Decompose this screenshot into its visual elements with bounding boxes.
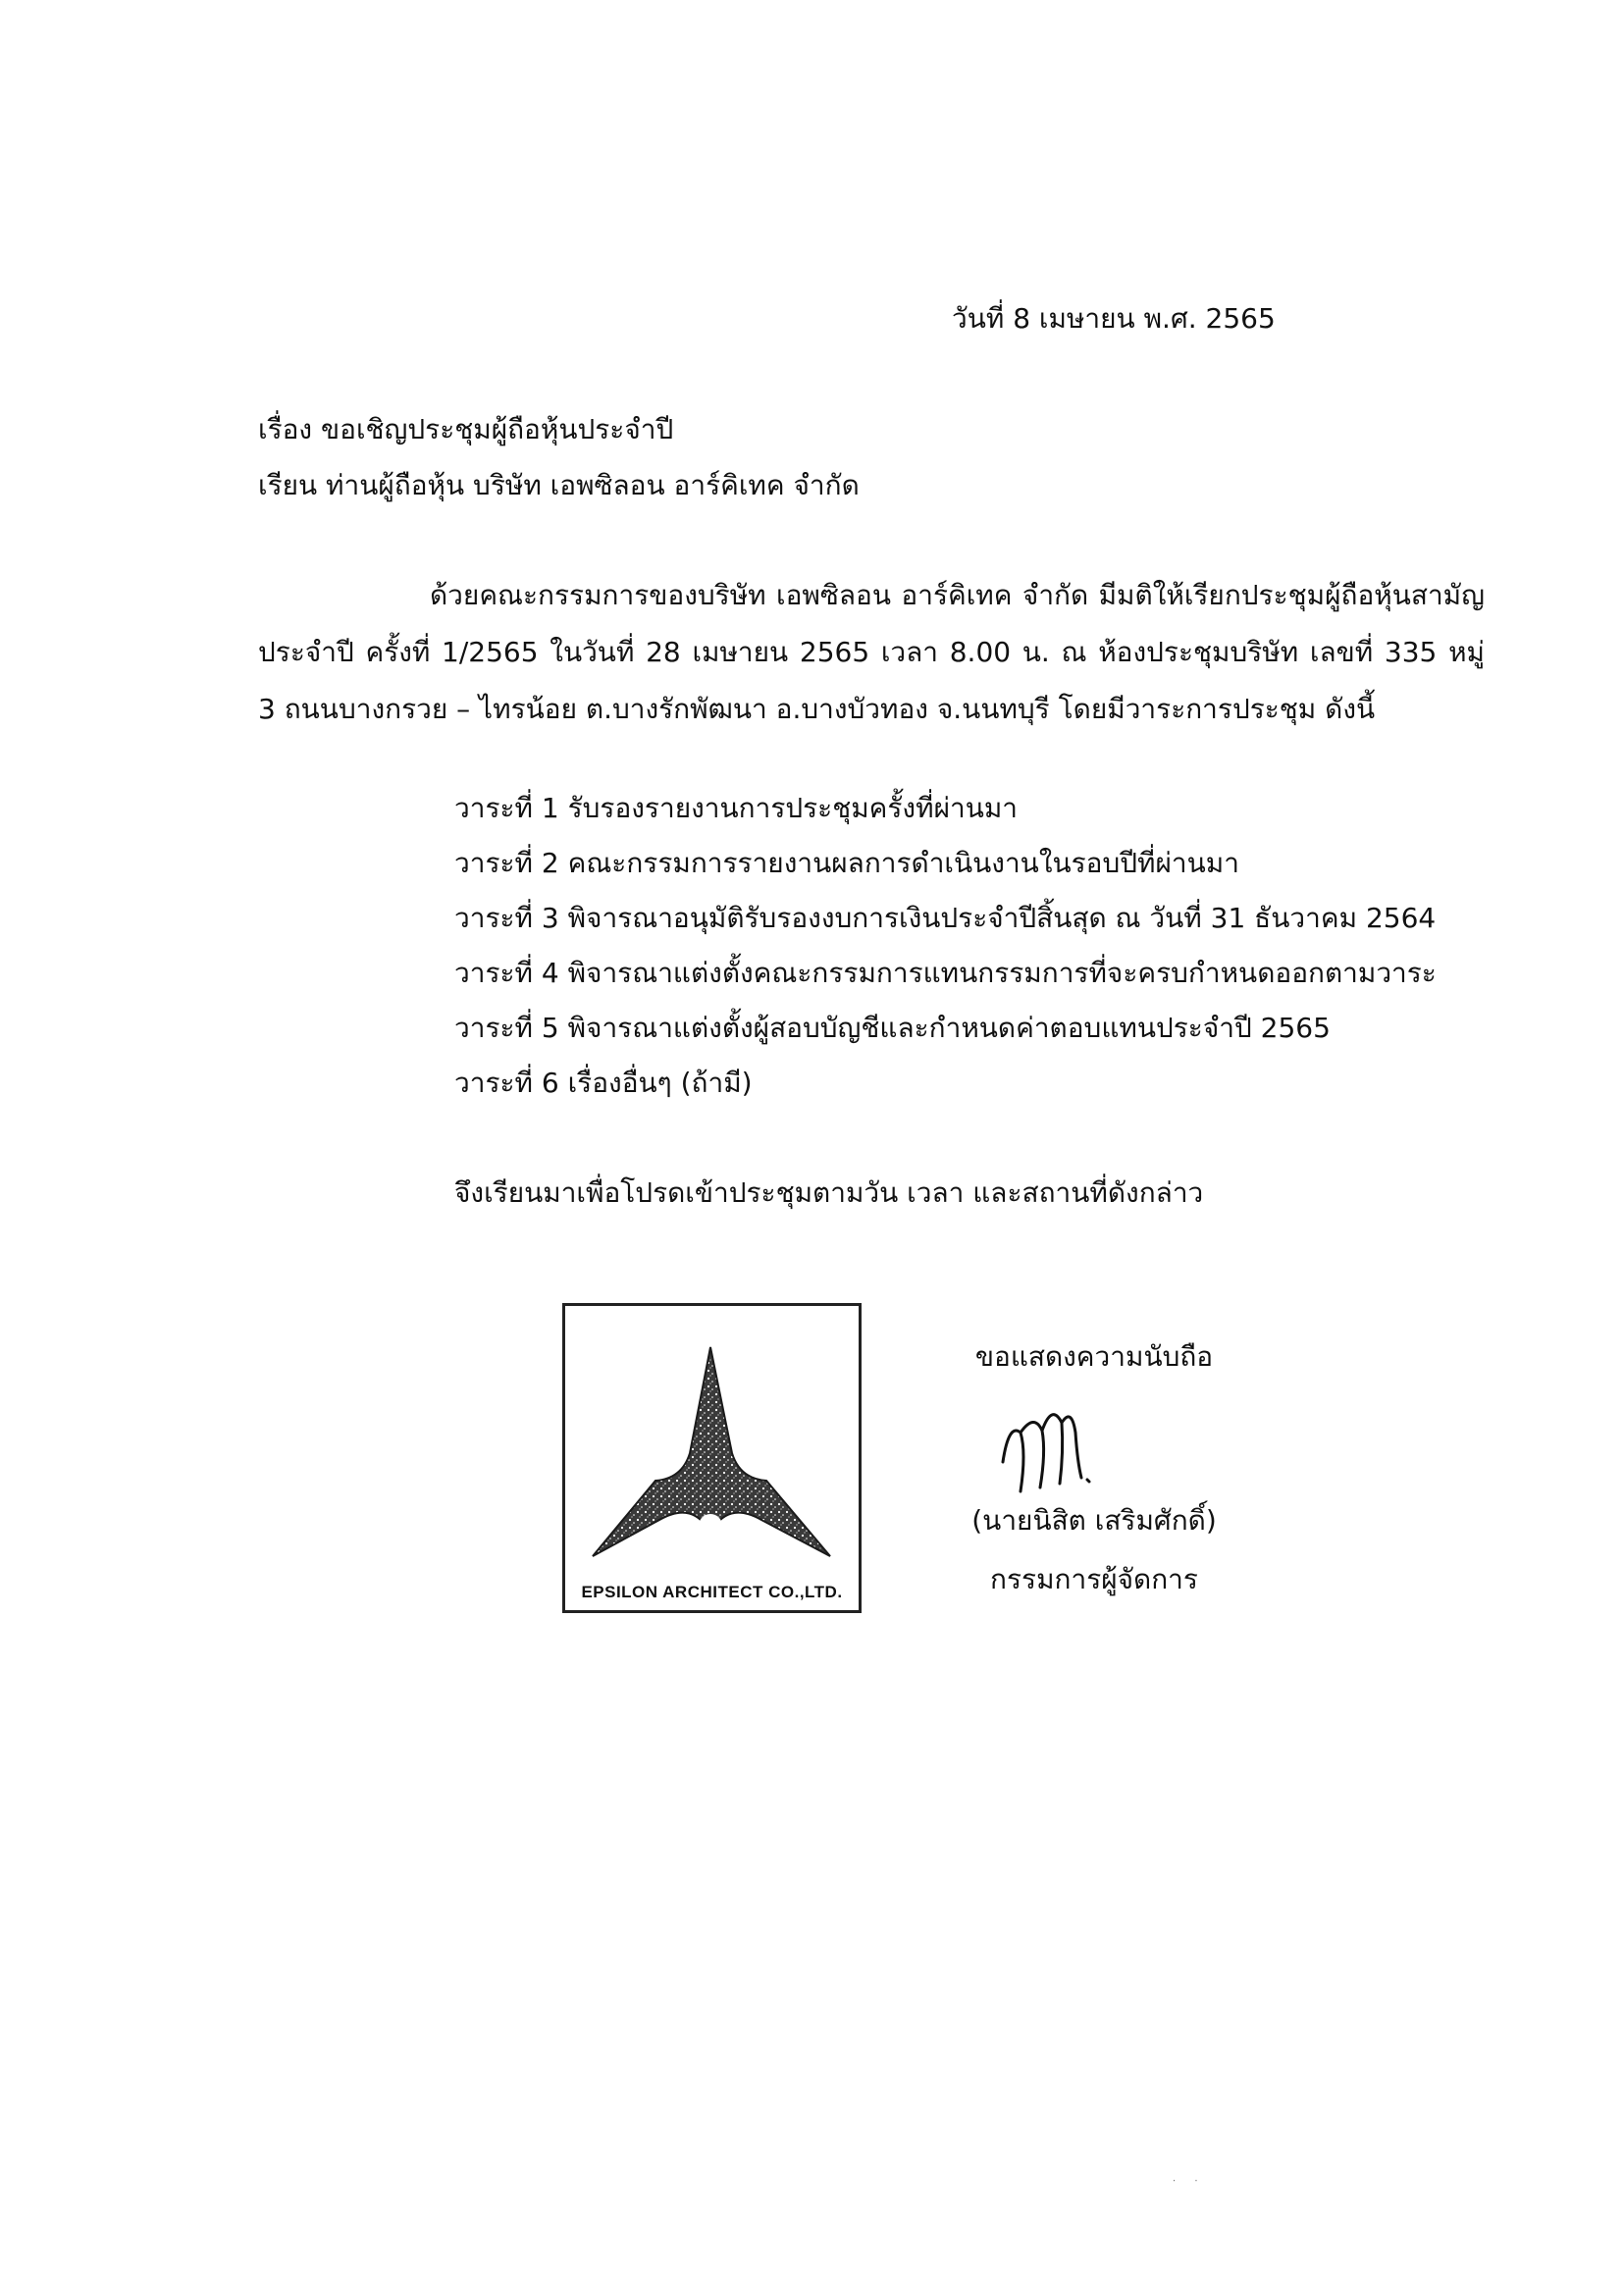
letter-recipient: เรียน ท่านผู้ถือหุ้น บริษัท เอพซิลอน อาร์คิเทค จำกัด — [258, 469, 860, 501]
agenda-item-4: วาระที่ 4 พิจารณาแต่งตั้งคณะกรรมการแทนกรรมการที่จะครบกำหนดออกตามวาระ — [454, 957, 1437, 989]
signer-name: (นายนิสิต เสริมศักดิ์) — [971, 1504, 1217, 1537]
letter-subject: เรื่อง ขอเชิญประชุมผู้ถือหุ้นประจำปี — [258, 413, 674, 445]
stamp-company-name: EPSILON ARCHITECT CO.,LTD. — [581, 1583, 843, 1601]
regards-text: ขอแสดงความนับถือ — [974, 1340, 1214, 1373]
closing-sentence: จึงเรียนมาเพื่อโปรดเข้าประชุมตามวัน เวลา และสถานที่ดังกล่าว — [454, 1176, 1204, 1209]
agenda-item-1: วาระที่ 1 รับรองรายงานการประชุมครั้งที่ผ่านมา — [454, 792, 1019, 824]
handwritten-signature-icon — [991, 1393, 1109, 1501]
agenda-item-2: วาระที่ 2 คณะกรรมการรายงานผลการดำเนินงานในรอบปีที่ผ่านมา — [454, 847, 1239, 879]
signer-title: กรรมการผู้จัดการ — [990, 1563, 1198, 1595]
agenda-item-3: วาระที่ 3 พิจารณาอนุมัติรับรองงบการเงินประจำปีสิ้นสุด ณ วันที่ 31 ธันวาคม 2564 — [454, 902, 1437, 934]
body-paragraph-line-1: ด้วยคณะกรรมการของบริษัท เอพซิลอน อาร์คิเทค จำกัด มีมติให้เรียกประชุมผู้ถือหุ้นสามัญ — [430, 579, 1485, 611]
letter-date: วันที่ 8 เมษายน พ.ศ. 2565 — [952, 302, 1276, 335]
company-stamp — [562, 1303, 862, 1613]
epsilon-triangle-logo-icon — [565, 1306, 859, 1610]
agenda-item-5: วาระที่ 5 พิจารณาแต่งตั้งผู้สอบบัญชีและกำหนดค่าตอบแทนประจำปี 2565 — [454, 1012, 1331, 1044]
scan-specks: · · — [1173, 2176, 1206, 2187]
agenda-item-6: วาระที่ 6 เรื่องอื่นๆ (ถ้ามี) — [454, 1067, 753, 1099]
body-paragraph-line-2: ประจำปี ครั้งที่ 1/2565 ในวันที่ 28 เมษายน 2565 เวลา 8.00 น. ณ ห้องประชุมบริษัท เลขที่ 335 หมู่ — [258, 636, 1485, 668]
body-paragraph-line-3: 3 ถนนบางกรวย – ไทรน้อย ต.บางรักพัฒนา อ.บางบัวทอง จ.นนทบุรี โดยมีวาระการประชุม ดังนี้ — [258, 693, 1376, 725]
